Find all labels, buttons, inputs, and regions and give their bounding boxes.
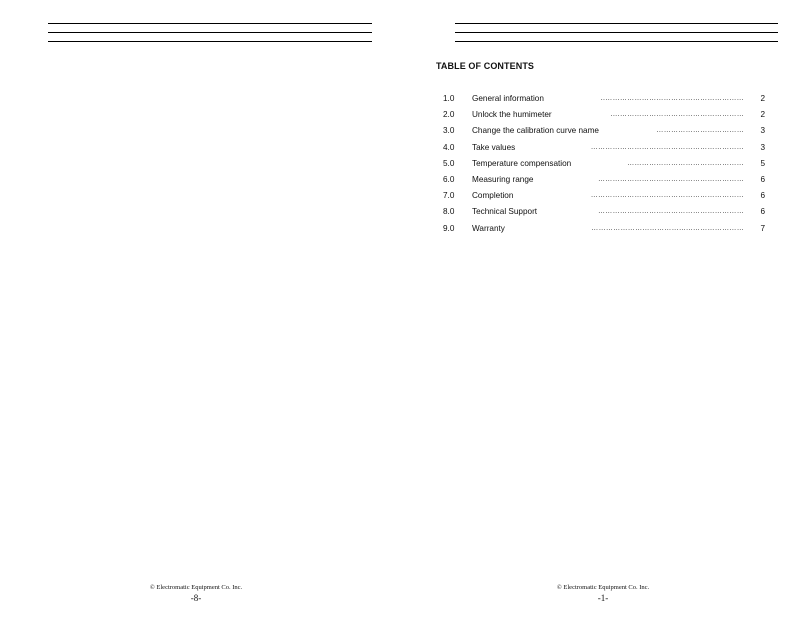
right-footer-copyright: © Electromatic Equipment Co. Inc.	[556, 584, 650, 591]
toc-number: 1.0	[443, 94, 455, 103]
toc-label: Temperature compensation	[472, 158, 572, 168]
toc-leader: …………………………………………………..	[600, 95, 744, 102]
toc-leader: …………………...…………………………………	[591, 224, 744, 232]
toc-leader: ………………………………………………………	[590, 192, 744, 200]
left-header-rule-2	[48, 32, 372, 33]
toc-number: 8.0	[443, 207, 455, 217]
toc-entry-warranty[interactable]	[436, 221, 768, 237]
toc-number: 6.0	[443, 174, 455, 184]
toc-page-number: 3	[760, 126, 765, 136]
toc-label: Change the calibration curve name	[472, 126, 599, 136]
toc-label: Completion	[472, 191, 514, 201]
toc-entry-calibration-curve-name[interactable]	[436, 123, 768, 139]
toc-title: TABLE OF CONTENTS	[436, 61, 535, 71]
toc-page-number: 5	[760, 158, 765, 168]
toc-label: Unlock the humimeter	[472, 110, 552, 120]
toc-number: 5.0	[443, 158, 455, 168]
toc-leader: ………………………………………………………	[590, 143, 744, 151]
toc-leader: …………………………………………	[627, 159, 744, 167]
toc-label: Measuring range	[472, 174, 534, 184]
toc-page-number: 2	[760, 110, 765, 120]
toc-number: 9.0	[443, 223, 455, 233]
toc-entry-measuring-range[interactable]	[436, 172, 768, 188]
toc-leader: ……………………………………………………	[598, 175, 744, 183]
toc-entry-completion[interactable]	[436, 188, 768, 204]
toc-leader: ……………………………………………………	[598, 208, 744, 216]
right-header-rule-3	[455, 41, 778, 42]
table-of-contents	[436, 91, 768, 237]
toc-leader: ………………………………	[656, 127, 744, 135]
toc-number: 2.0	[443, 110, 455, 120]
toc-entry-temperature-compensation[interactable]	[436, 156, 768, 172]
left-header-rule-1	[48, 23, 372, 24]
toc-page-number: 6	[760, 174, 765, 184]
toc-number: 7.0	[443, 191, 455, 201]
toc-entry-take-values[interactable]	[436, 140, 768, 156]
toc-number: 3.0	[443, 126, 455, 136]
left-footer-copyright: © Electromatic Equipment Co. Inc.	[149, 584, 243, 591]
toc-label: General information	[472, 94, 544, 103]
toc-label: Take values	[472, 142, 516, 152]
toc-page-number: 6	[760, 191, 765, 201]
left-header-rule-3	[48, 41, 372, 42]
toc-page-number: 6	[760, 207, 765, 217]
toc-number: 4.0	[443, 142, 455, 152]
left-page-number: -8-	[190, 593, 202, 603]
toc-label: Warranty	[472, 223, 505, 233]
right-page-number: -1-	[597, 593, 609, 603]
toc-page-number: 2	[760, 94, 765, 103]
right-header-rule-2	[455, 32, 778, 33]
toc-entry-general-information[interactable]	[436, 91, 768, 107]
toc-label: Technical Support	[472, 207, 538, 217]
toc-entry-technical-support[interactable]	[436, 204, 768, 220]
toc-entry-unlock-humimeter[interactable]	[436, 107, 768, 123]
right-header-rule-1	[455, 23, 778, 24]
toc-page-number: 7	[760, 223, 765, 233]
toc-page-number: 3	[760, 142, 765, 152]
toc-leader: ……………………………………………….	[610, 111, 744, 119]
